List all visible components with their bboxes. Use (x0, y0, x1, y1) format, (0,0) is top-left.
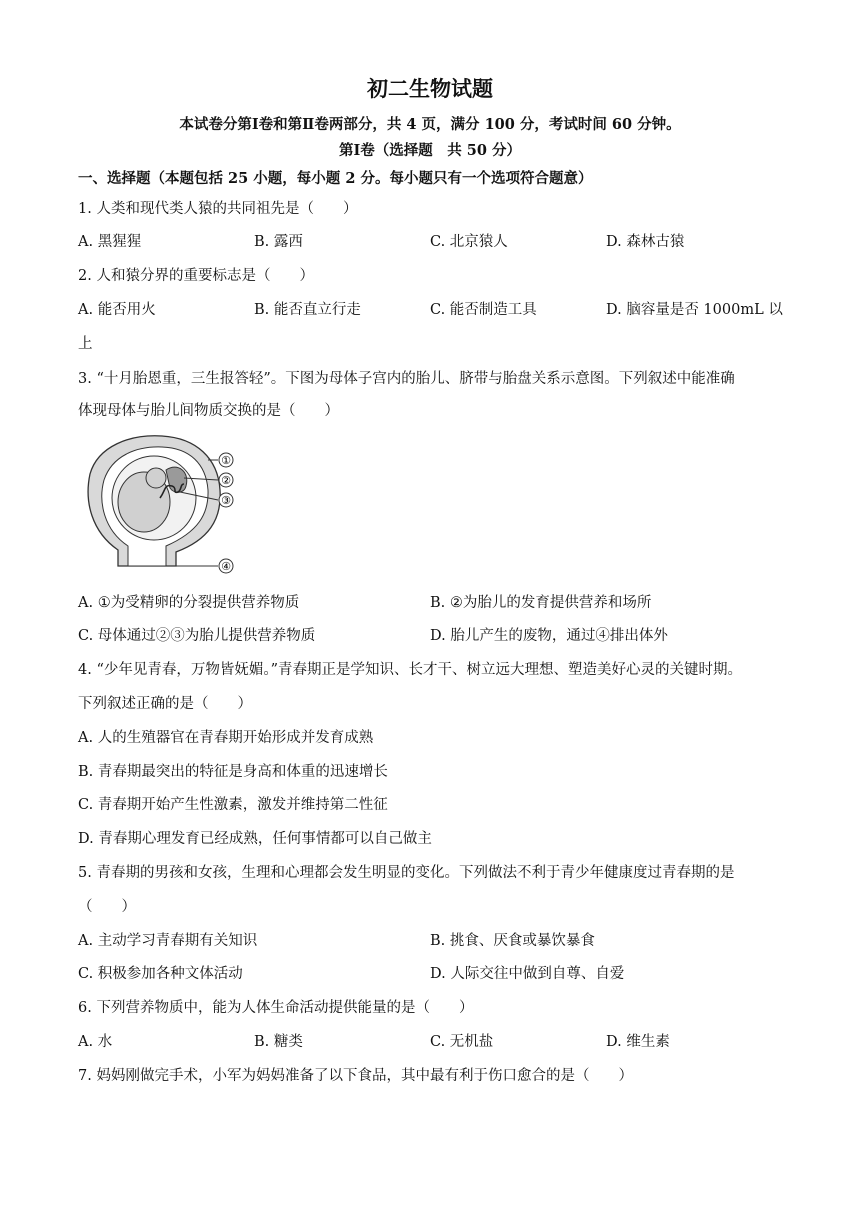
q2-option-d-wrap: 上 (78, 336, 93, 352)
q1-option-d: D. 森林古猿 (606, 234, 685, 250)
page-title: 初二生物试题 (367, 76, 493, 101)
uterus-fetus-svg (80, 432, 250, 580)
question-7-stem: 7. 妈妈刚做完手术，小军为妈妈准备了以下食品，其中最有利于伤口愈合的是（ ） (78, 1068, 633, 1084)
question-3-stem-line1: 3. “十月胎恩重，三生报答轻”。下图为母体子宫内的胎儿、脐带与胎盘关系示意图。下列叙述中能准确 (78, 371, 735, 387)
label-4: ④ (221, 560, 231, 573)
q6-option-c: C. 无机盐 (430, 1034, 494, 1050)
q4-option-c: C. 青春期开始产生性激素，激发并维持第二性征 (78, 797, 388, 813)
q3-option-c: C. 母体通过②③为胎儿提供营养物质 (78, 628, 316, 644)
q2-option-c: C. 能否制造工具 (430, 302, 537, 318)
section-title: 一、选择题（本题包括 25 小题，每小题 2 分。每小题只有一个选项符合题意） (78, 170, 593, 187)
q3-option-b: B. ②为胎儿的发育提供营养和场所 (430, 595, 652, 611)
q5-option-a: A. 主动学习青春期有关知识 (78, 933, 258, 949)
q2-option-d: D. 脑容量是否 1000mL 以 (606, 302, 783, 318)
question-5-stem-line1: 5. 青春期的男孩和女孩，生理和心理都会发生明显的变化。下列做法不利于青少年健康度过青春期的是 (78, 865, 735, 881)
question-4-stem-line1: 4. “少年见青春，万物皆妩媚。”青春期正是学知识、长才干、树立远大理想、塑造美好心灵的关键时期。 (78, 662, 743, 678)
q6-option-d: D. 维生素 (606, 1034, 670, 1050)
q3-option-a: A. ①为受精卵的分裂提供营养物质 (78, 595, 300, 611)
q4-option-d: D. 青春期心理发育已经成熟，任何事情都可以自己做主 (78, 831, 432, 847)
question-5-stem-line2: （ ） (78, 899, 136, 915)
fetus-head (146, 468, 166, 488)
exam-subtitle: 本试卷分第Ⅰ卷和第Ⅱ卷两部分，共 4 页，满分 100 分，考试时间 60 分钟。 (179, 116, 681, 133)
q2-option-b: B. 能否直立行走 (254, 302, 361, 318)
label-1: ① (221, 454, 231, 467)
uterus-fetus-diagram (80, 432, 250, 580)
question-4-stem-line2: 下列叙述正确的是（ ） (78, 696, 252, 712)
q6-option-b: B. 糖类 (254, 1034, 303, 1050)
q4-option-a: A. 人的生殖器官在青春期开始形成并发育成熟 (78, 730, 374, 746)
q1-option-b: B. 露西 (254, 234, 303, 250)
q1-option-a: A. 黑猩猩 (78, 234, 142, 250)
q1-option-c: C. 北京猿人 (430, 234, 508, 250)
q5-option-c: C. 积极参加各种文体活动 (78, 966, 243, 982)
label-3: ③ (221, 494, 231, 507)
q5-option-d: D. 人际交往中做到自尊、自爱 (430, 966, 625, 982)
label-2: ② (221, 474, 231, 487)
question-1-stem: 1. 人类和现代类人猿的共同祖先是（ ） (78, 201, 358, 217)
part1-title: 第Ⅰ卷（选择题 共 50 分） (338, 142, 522, 159)
q6-option-a: A. 水 (78, 1034, 113, 1050)
question-2-stem: 2. 人和猿分界的重要标志是（ ） (78, 268, 314, 284)
q4-option-b: B. 青春期最突出的特征是身高和体重的迅速增长 (78, 764, 388, 780)
q2-option-a: A. 能否用火 (78, 302, 156, 318)
q5-option-b: B. 挑食、厌食或暴饮暴食 (430, 933, 595, 949)
q3-option-d: D. 胎儿产生的废物，通过④排出体外 (430, 628, 668, 644)
question-6-stem: 6. 下列营养物质中，能为人体生命活动提供能量的是（ ） (78, 1000, 474, 1016)
question-3-stem-line2: 体现母体与胎儿间物质交换的是（ ） (78, 403, 339, 419)
